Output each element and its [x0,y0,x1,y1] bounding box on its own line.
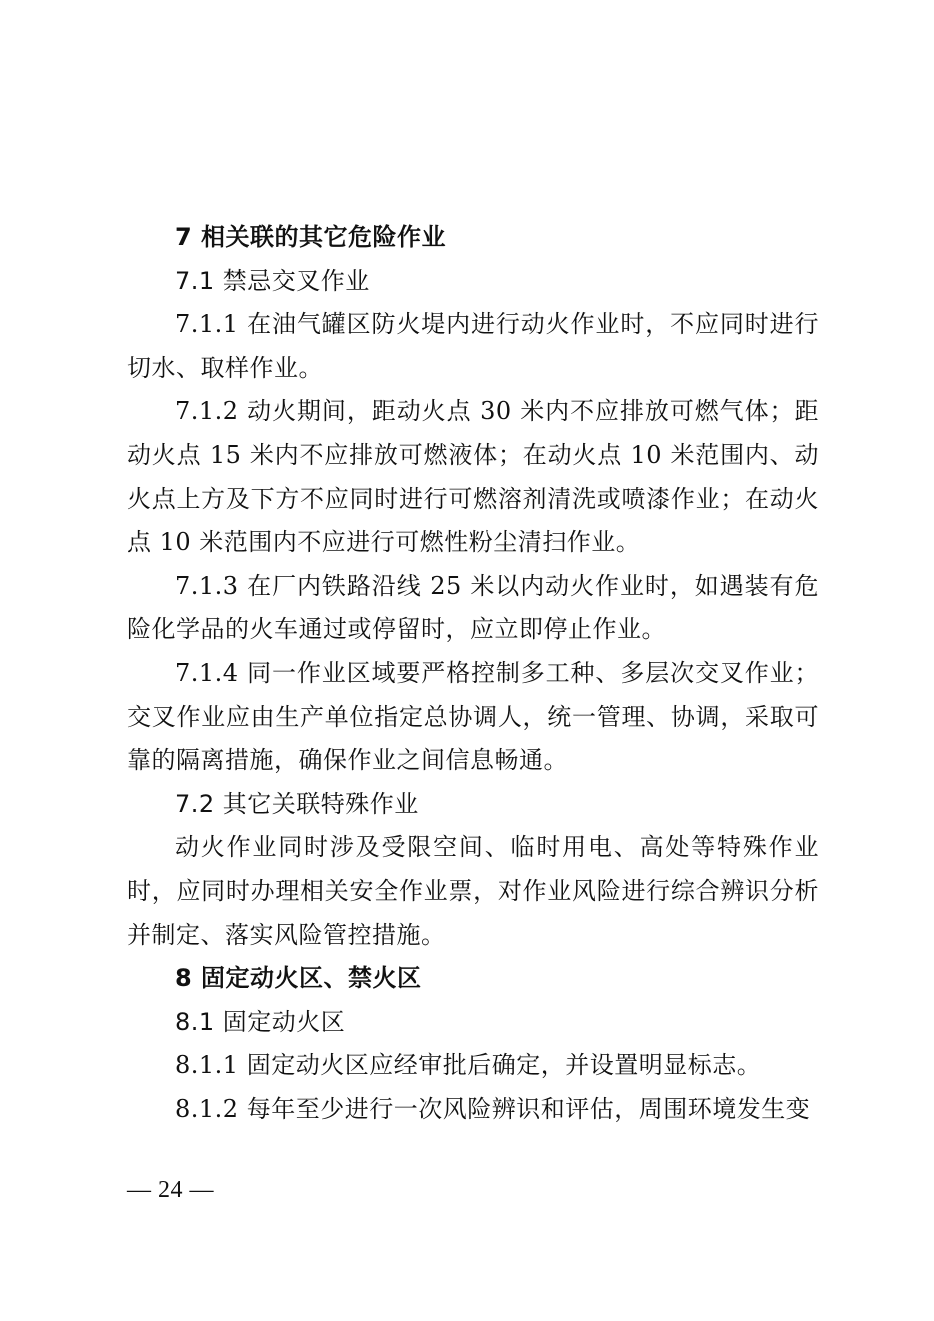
paragraph-7-2: 动火作业同时涉及受限空间、临时用电、高处等特殊作业时，应同时办理相关安全作业票，对作业风险进行综合辨识分析并制定、落实风险管控措施。 [127,833,819,949]
page-number: — 24 — [127,1177,214,1203]
paragraph-8-1-2: 8.1.2 每年至少进行一次风险辨识和评估，周围环境发生变 [175,1094,811,1123]
paragraph-7-1-4: 7.1.4 同一作业区域要严格控制多工种、多层次交叉作业；交叉作业应由生产单位指定总协调人，统一管理、协调，采取可靠的隔离措施，确保作业之间信息畅通。 [127,658,819,775]
section-heading-7: 7 相关联的其它危险作业 [175,223,447,251]
subsection-heading-7-1: 7.1 禁忌交叉作业 [175,266,370,295]
body-text [127,216,819,1131]
subsection-heading-8-1: 8.1 固定动火区 [175,1007,346,1036]
paragraph-7-1-3: 7.1.3 在厂内铁路沿线 25 米以内动火作业时，如遇装有危险化学品的火车通过或停留时，应立即停止作业。 [127,571,819,644]
subsection-heading-7-2: 7.2 其它关联特殊作业 [175,789,419,818]
paragraph-7-1-2: 7.1.2 动火期间，距动火点 30 米内不应排放可燃气体；距动火点 15 米内不应排放可燃液体；在动火点 10 米范围内、动火点上方及下方不应同时进行可燃溶剂清洗或喷漆作业；在动火点 10 米范围内不应进行可燃性粉尘清扫作业。 [127,397,819,557]
paragraph-7-1-1: 7.1.1 在油气罐区防火堤内进行动火作业时，不应同时进行切水、取样作业。 [127,310,819,382]
paragraph-8-1-1: 8.1.1 固定动火区应经审批后确定，并设置明显标志。 [175,1051,762,1080]
section-heading-8: 8 固定动火区、禁火区 [175,964,422,993]
